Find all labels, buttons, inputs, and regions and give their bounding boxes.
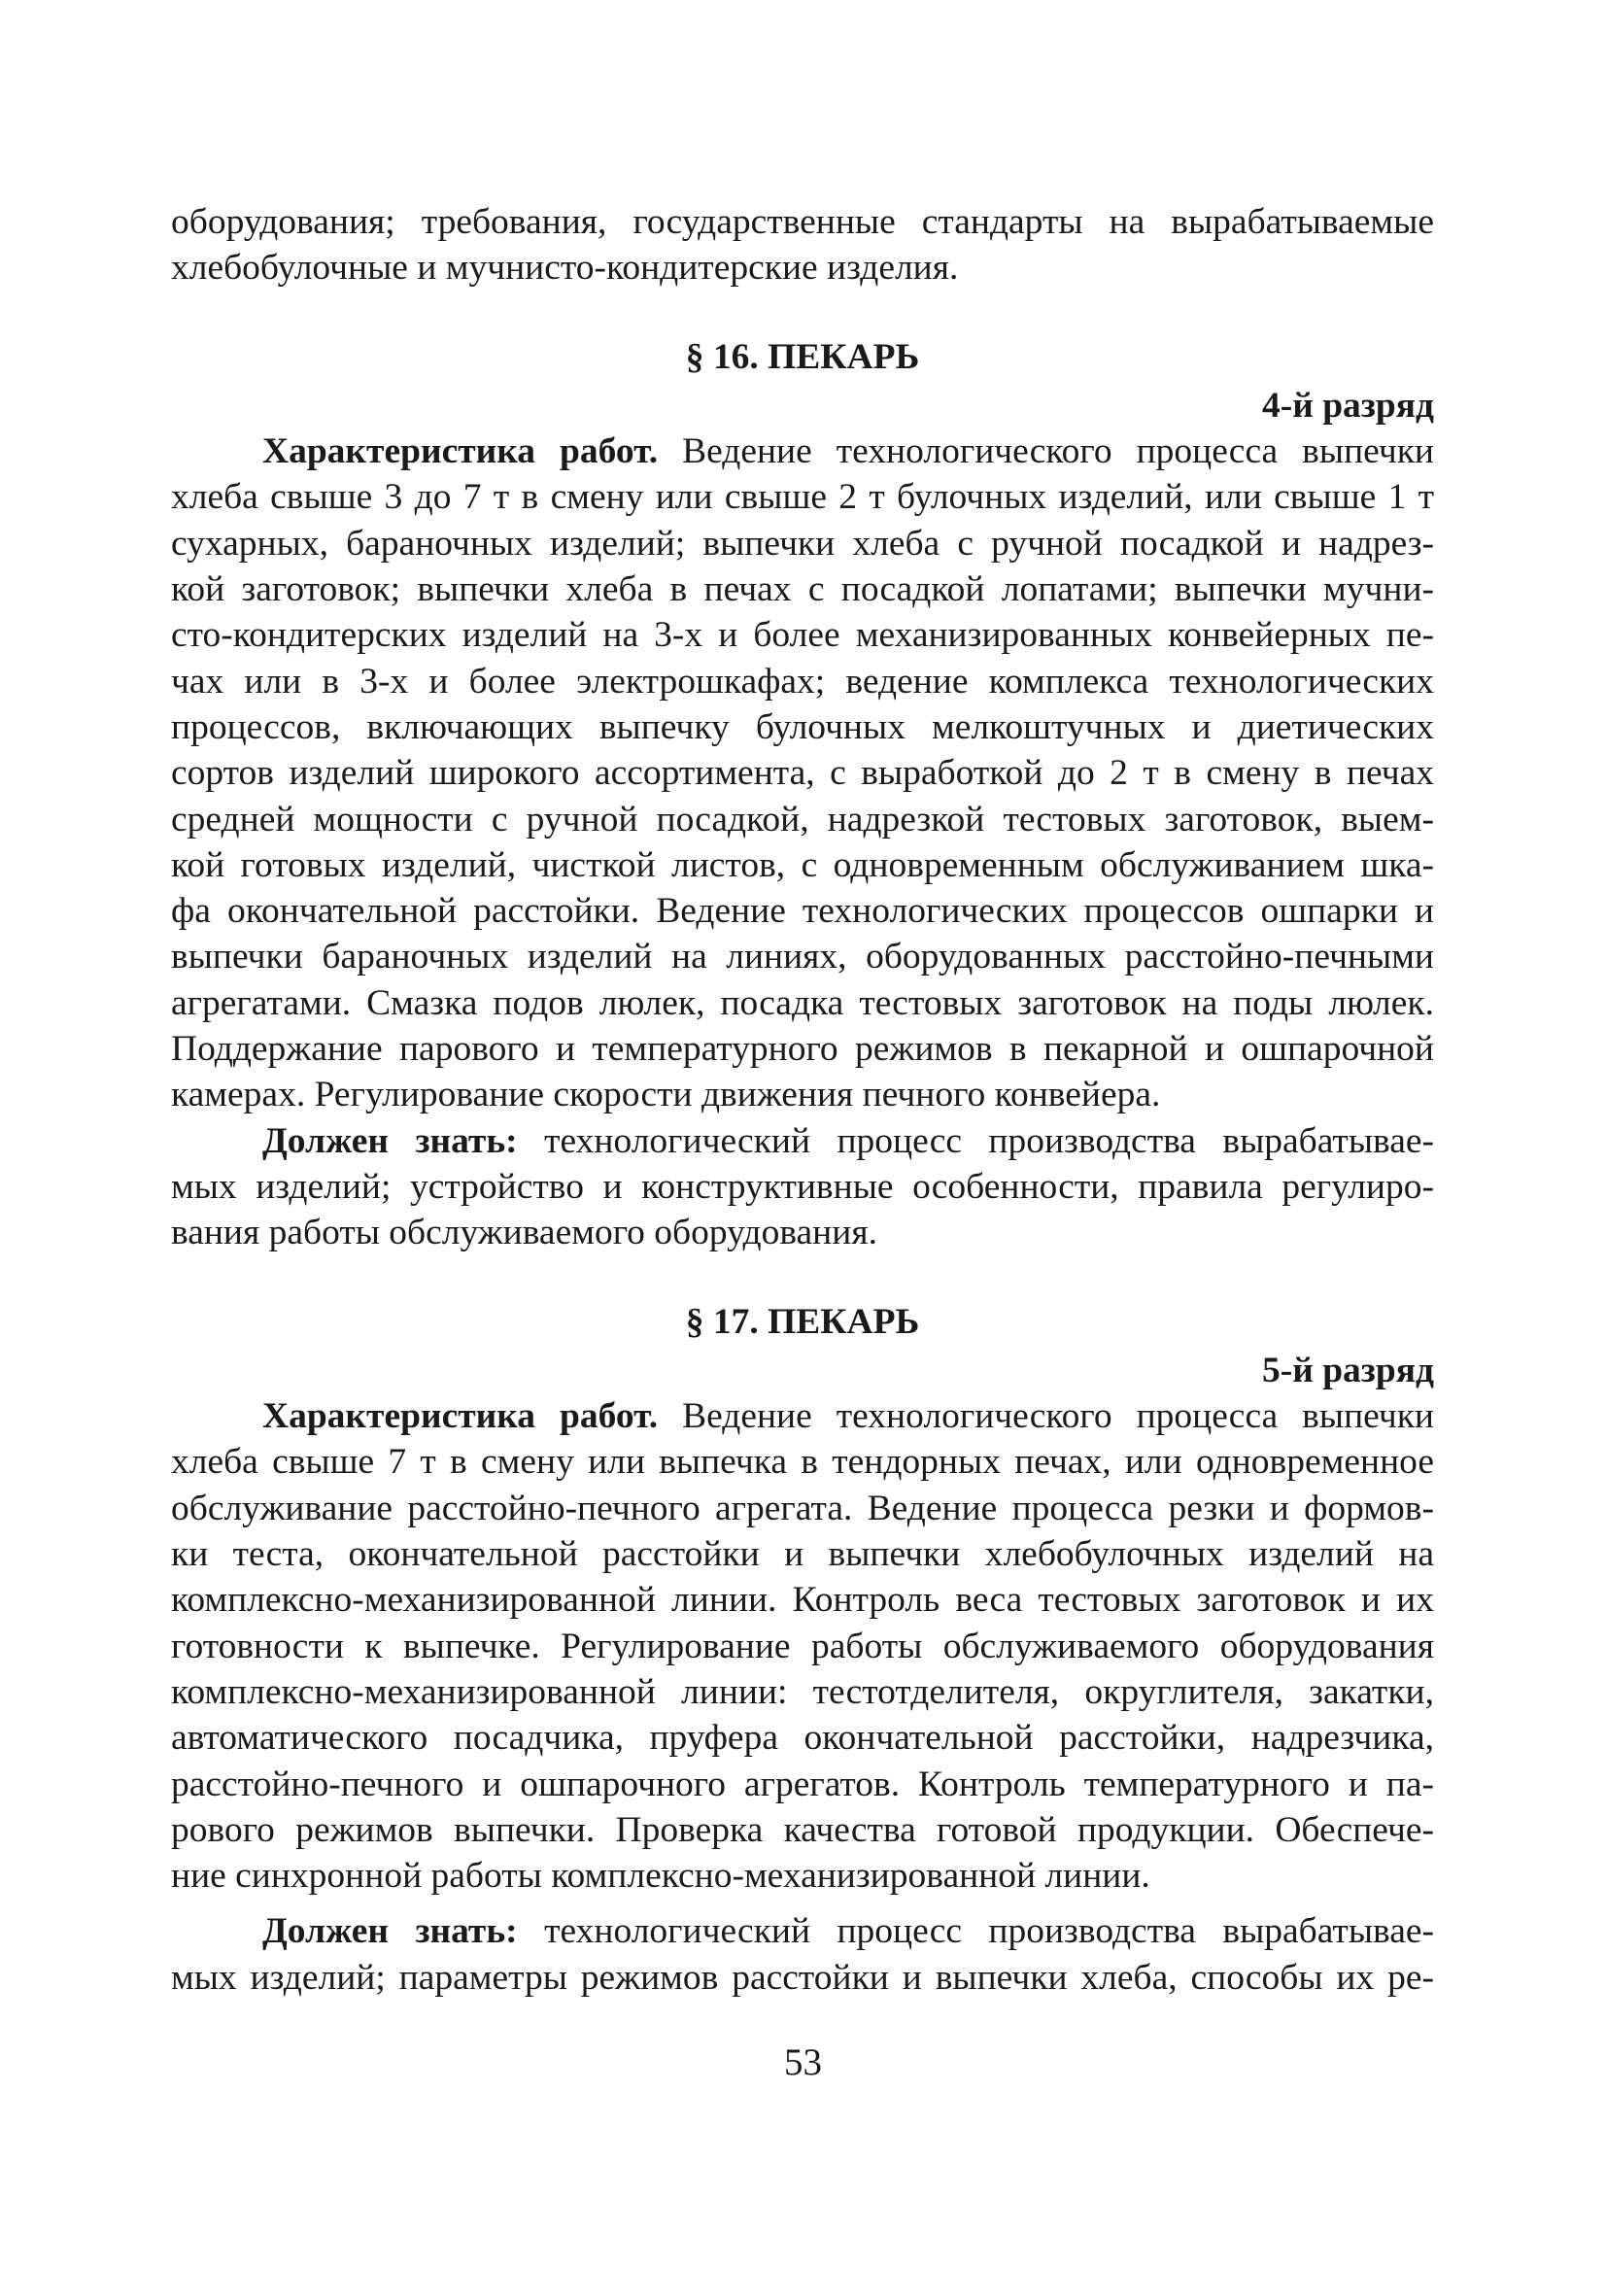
text-line: камерах. Регулирование скорости движения печного конвейера. <box>171 1075 1161 1115</box>
text-line: выпечки бараночных изделий на линиях, оборудованных расстойно-печными <box>171 937 1434 977</box>
section-16 <box>171 334 1434 1256</box>
text-line: ки теста, окончательной расстойки и выпечки хлебобулочных изделий на <box>171 1534 1434 1575</box>
text-line: обслуживание расстойно-печного агрегата. Ведение процесса резки и формов- <box>171 1488 1434 1528</box>
text-line: хлеба свыше 3 до 7 т в смену или свыше 2 т булочных изделий, или свыше 1 т <box>171 477 1434 518</box>
text-line: кой готовых изделий, чисткой листов, с одновременным обслуживанием шка- <box>171 844 1434 885</box>
text-line: ние синхронной работы комплексно-механизированной линии. <box>171 1856 1150 1897</box>
characteristics-paragraph <box>171 428 1434 1117</box>
characteristics-label: Характеристика работ. <box>262 431 659 472</box>
text-line: чах или в 3-х и более электрошкафах; ведение комплекса технологических <box>171 661 1434 702</box>
text-line: автоматического посадчика, пруфера окончательной расстойки, надрезчика, <box>171 1718 1434 1759</box>
text-fragment: Ведение технологического процесса выпечки <box>658 1396 1435 1437</box>
text-line: фа окончательной расстойки. Ведение технологических процессов ошпарки и <box>171 891 1434 932</box>
text-line: хлеба свыше 7 т в смену или выпечка в тендорных печах, или одновременное <box>171 1442 1434 1483</box>
text-line: мых изделий; параметры режимов расстойки и выпечки хлеба, способы их ре- <box>171 1957 1434 1998</box>
text-line: кой заготовок; выпечки хлеба в печах с посадкой лопатами; выпечки мучни- <box>171 569 1434 610</box>
must-know-paragraph <box>171 1908 1434 2001</box>
text-line: процессов, включающих выпечку булочных мелкоштучных и диетических <box>171 706 1434 747</box>
text-line: сто-кондитерских изделий на 3-х и более механизированных конвейерных пе- <box>171 615 1434 656</box>
text-line: сухарных, бараночных изделий; выпечки хлеба с ручной посадкой и надрез- <box>171 523 1434 564</box>
text-fragment: Ведение технологического процесса выпечки <box>658 431 1435 472</box>
must-know-paragraph <box>171 1118 1434 1256</box>
text-line: хлебобулочные и мучнисто-кондитерские изделия. <box>171 248 959 289</box>
grade-label: 4-й разряд <box>1261 385 1434 426</box>
document-page <box>171 199 1434 2001</box>
intro-paragraph <box>171 199 1434 291</box>
grade-label: 5-й разряд <box>1261 1350 1434 1390</box>
must-know-label: Должен знать: <box>262 1911 518 1952</box>
text-line: мых изделий; устройство и конструктивные особенности, правила регулиро- <box>171 1166 1434 1207</box>
text-line: рового режимов выпечки. Проверка качества готовой продукции. Обеспече- <box>171 1809 1434 1850</box>
text-line: Поддержание парового и температурного режимов в пекарной и ошпарочной <box>171 1029 1434 1070</box>
text-line <box>171 428 1434 474</box>
text-line: комплексно-механизированной линии. Контроль веса тестовых заготовок и их <box>171 1580 1434 1621</box>
text-line <box>171 1118 1434 1164</box>
characteristics-label: Характеристика работ. <box>262 1396 659 1437</box>
text-line <box>171 1908 1434 1954</box>
section-heading: § 17. ПЕКАРЬ <box>685 1301 920 1342</box>
section-17 <box>171 1299 1434 2001</box>
text-line: оборудования; требования, государственные стандарты на вырабатываемые <box>171 202 1434 242</box>
characteristics-paragraph <box>171 1393 1434 1899</box>
text-line: комплексно-механизированной линии: тестотделителя, округлителя, закатки, <box>171 1671 1434 1712</box>
must-know-label: Должен знать: <box>262 1120 518 1161</box>
text-line: вания работы обслуживаемого оборудования. <box>171 1213 877 1253</box>
text-fragment: технологический процесс производства вырабатывае- <box>517 1911 1434 1952</box>
text-line: сортов изделий широкого ассортимента, с выработкой до 2 т в смену в печах <box>171 753 1434 794</box>
text-line: готовности к выпечке. Регулирование работы обслуживаемого оборудования <box>171 1626 1434 1666</box>
text-line: средней мощности с ручной посадкой, надрезкой тестовых заготовок, выем- <box>171 799 1434 840</box>
text-line: агрегатами. Смазка подов люлек, посадка тестовых заготовок на поды люлек. <box>171 982 1434 1023</box>
text-line: расстойно-печного и ошпарочного агрегатов. Контроль температурного и па- <box>171 1764 1434 1804</box>
text-fragment: технологический процесс производства вырабатывае- <box>517 1120 1434 1161</box>
section-heading: § 16. ПЕКАРЬ <box>685 336 920 377</box>
page-number: 53 <box>784 2041 822 2083</box>
text-line <box>171 1393 1434 1439</box>
